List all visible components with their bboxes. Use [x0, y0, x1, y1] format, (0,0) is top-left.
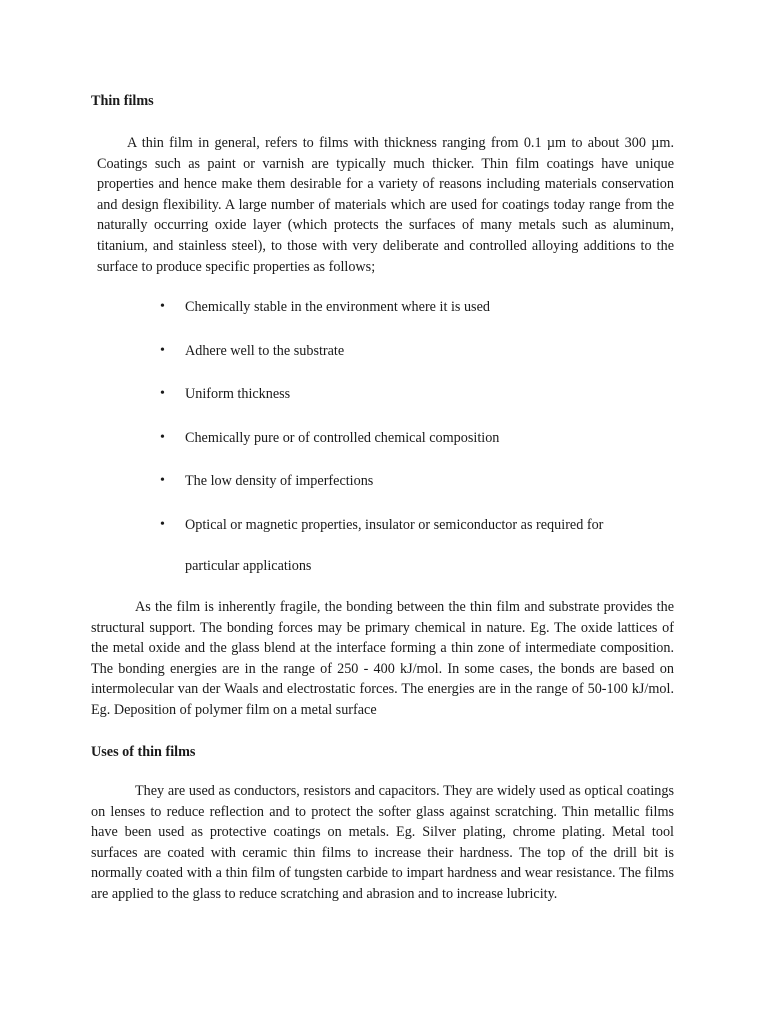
bullet-icon: •	[160, 386, 165, 401]
section-heading-thin-films: Thin films	[91, 93, 154, 109]
list-item-text: Chemically stable in the environment where it is used	[185, 299, 490, 315]
list-item-text: Adhere well to the substrate	[185, 342, 345, 359]
intro-paragraph: A thin film in general, refers to films with thickness ranging from 0.1 µm to about 300 µm. Coatings such as paint or varnish are typically much thicker. Thin film coatings have unique properties and hence make them desirable for a variety of reasons including materials conservation and design flexibility. A large number of materials which are used for coatings today range from the naturally occurring oxide layer (which protects the surfaces of many metals such as aluminum, titanium, and stainless steel), to those with very deliberate and controlled alloying additions to the surface to produce specific properties as follows;	[97, 135, 674, 275]
bullet-icon: •	[160, 299, 165, 314]
list-item	[150, 471, 690, 515]
list-item-text: Chemically pure or of controlled chemical composition	[185, 429, 500, 446]
bullet-icon: •	[160, 342, 165, 358]
list-item-text: Optical or magnetic properties, insulator or semiconductor as required for	[185, 516, 604, 533]
list-item-text: Uniform thickness	[185, 386, 291, 402]
list-item	[150, 297, 690, 341]
bullet-icon: •	[160, 516, 165, 532]
list-item-text: The low density of imperfections	[185, 473, 374, 489]
list-item	[150, 428, 690, 472]
list-item	[150, 384, 690, 428]
list-item	[150, 341, 690, 385]
properties-list	[150, 297, 690, 577]
list-item-text-continued: particular applications	[185, 558, 312, 575]
bullet-icon: •	[160, 429, 165, 445]
list-item	[150, 515, 690, 577]
bullet-icon: •	[160, 473, 165, 488]
bonding-paragraph: As the film is inherently fragile, the bonding between the thin film and substrate provides the structural support. The bonding forces may be primary chemical in nature. Eg. The oxide lattices of the metal oxide and the glass blend at the interface forming a thin zone of intermediate composition. The bonding energies are in the range of 250 - 400 kJ/mol. In some cases, the bonds are based on intermolecular van der Waals and electrostatic forces. The energies are in the range of 50-100 kJ/mol. Eg. Deposition of polymer film on a metal surface	[91, 599, 674, 718]
section-heading-uses: Uses of thin films	[91, 744, 196, 760]
uses-paragraph: They are used as conductors, resistors and capacitors. They are widely used as optical coatings on lenses to reduce reflection and to protect the softer glass against scratching. Thin metallic films have been used as protective coatings on metals. Eg. Silver plating, chrome plating. Metal tool surfaces are coated with ceramic thin films to increase their hardness. The top of the drill bit is normally coated with a thin film of tungsten carbide to impart hardness and wear resistance. The films are applied to the glass to reduce scratching and abrasion and to increase lubricity.	[91, 783, 674, 902]
